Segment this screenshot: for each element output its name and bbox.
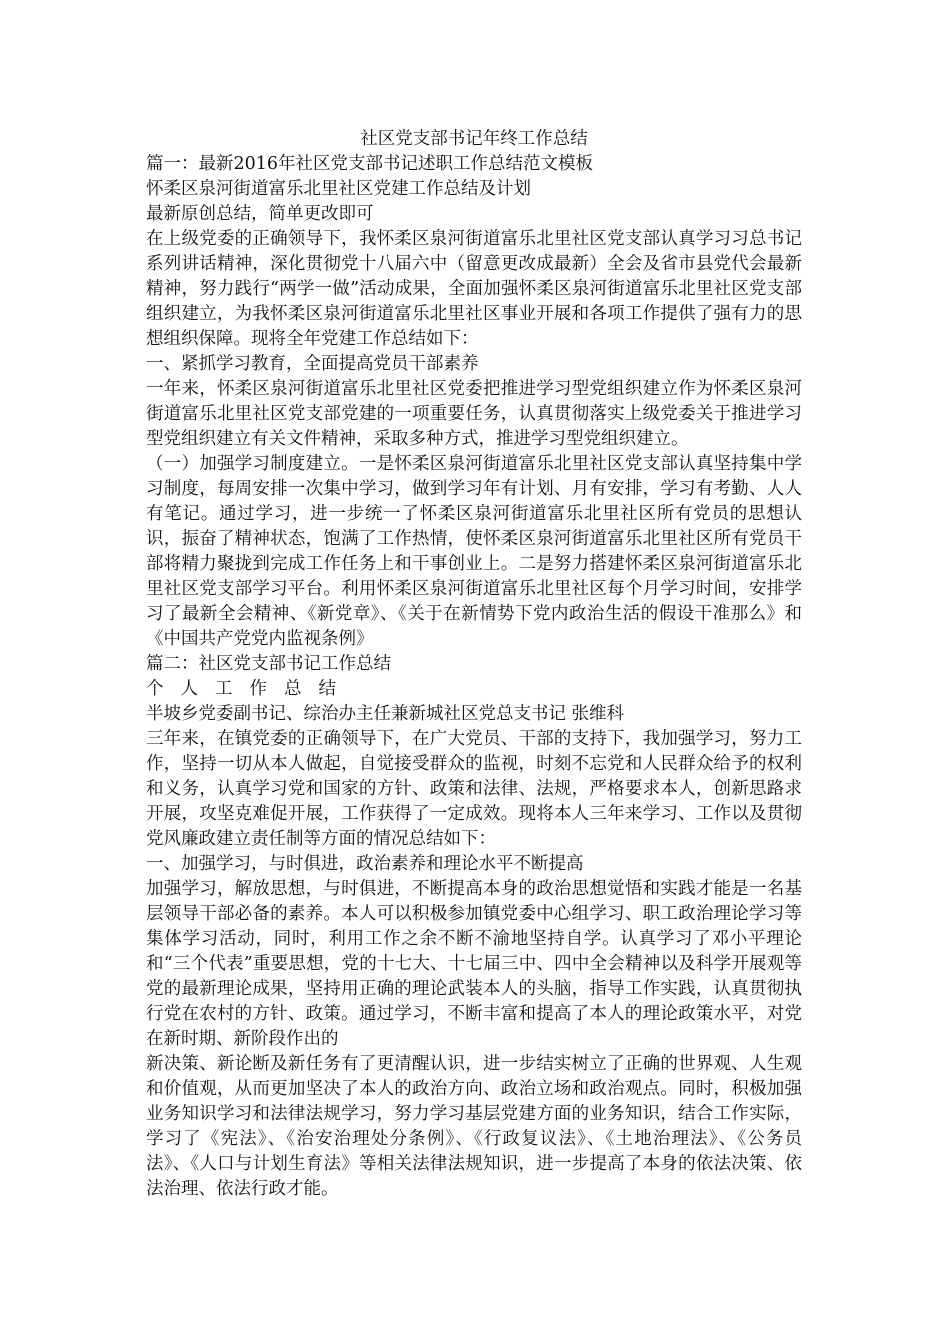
subtitle-line: 怀柔区泉河街道富乐北里社区党建工作总结及计划 — [146, 179, 531, 199]
paragraph-study-system: （一）加强学习制度建立。一是怀柔区泉河街道富乐北里社区党支部认真坚持集中学习制度，每周安排一次集中学习，做到学习年有计划、月有安排，学习有考勤、人人有笔记。通过学习，进一步统一了怀柔区泉河街道富乐北里社区所有党员的思想认识，振奋了精神状态，饱满了工作热情，使怀柔区泉河街道富乐北里社区所有党员干部将精力聚拢到完成工作任务上和干事创业上。二是努力搭建怀柔区泉河街道富乐北里社区党支部学习平台。利用怀柔区泉河街道富乐北里社区每个月学习时间，安排学习了最新全会精神、《新党章》、《关于在新情势下党内政治生活的假设干准那么》和《中国共产党党内监视条例》 — [146, 454, 802, 649]
paragraph-three-years: 三年来，在镇党委的正确领导下，在广大党员、干部的支持下，我加强学习，努力工作，坚持一切从本人做起，自觉接受群众的监视，时刻不忘党和人民群众给予的权利和义务，认真学习党和国家的方针、政策和法律、法规，严格要求本人，创新思路求开展，攻坚克难促开展，工作获得了一定成效。现将本人三年来学习、工作以及贯彻党风廉政建立责任制等方面的情况总结如下： — [146, 729, 802, 849]
document-page — [146, 127, 802, 1202]
paragraph-strengthen-study: 加强学习，解放思想，与时俱进，不断提高本身的政治思想觉悟和实践才能是一名基层领导干部必备的素养。本人可以积极参加镇党委中心组学习、职工政治理论学习等集体学习活动，同时，利用工作之余不断不渝地坚持自学。认真学习了邓小平理论和“三个代表”重要思想，党的十七大、十七届三中、四中全会精神以及科学开展观等党的最新理论成果，坚持用正确的理论武装本人的头脑，指导工作实践，认真贯彻执行党在农村的方针、政策。通过学习，不断丰富和提高了本人的理论政策水平，对党在新时期、新阶段作出的 — [146, 879, 802, 1049]
heading-strengthen-study: 一、加强学习，与时俱进，政治素养和理论水平不断提高 — [146, 854, 584, 874]
paragraph-intro: 在上级党委的正确领导下，我怀柔区泉河街道富乐北里社区党支部认真学习习总书记系列讲话精神，深化贯彻党十八届六中（留意更改成最新）全会及省市县党代会最新精神，努力践行“两学一做”活动成果，全面加强怀柔区泉河街道富乐北里社区党支部组织建立，为我怀柔区泉河街道富乐北里社区事业开展和各项工作提供了强有力的思想组织保障。现将全年党建工作总结如下： — [146, 229, 802, 349]
personal-summary-heading: 个人工作总结 — [146, 679, 353, 699]
paragraph-new-decisions: 新决策、新论断及新任务有了更清醒认识，进一步结实树立了正确的世界观、人生观和价值观，从而更加坚决了本人的政治方向、政治立场和政治观点。同时，积极加强业务知识学习和法律法规学习，努力学习基层党建方面的业务知识，结合工作实际，学习了《宪法》、《治安治理处分条例》、《行政复议法》、《土地治理法》、《公务员法》、《人口与计划生育法》等相关法律法规知识，进一步提高了本身的依法决策、依法治理、依法行政才能。 — [146, 1054, 802, 1199]
author-line: 半坡乡党委副书记、综治办主任兼新城社区党总支书记 张维科 — [146, 704, 625, 724]
document-title: 社区党支部书记年终工作总结 — [360, 129, 588, 149]
section-heading-1: 篇一：最新2016年社区党支部书记述职工作总结范文模板 — [146, 154, 594, 174]
paragraph-learning-party: 一年来，怀柔区泉河街道富乐北里社区党委把推进学习型党组织建立作为怀柔区泉河街道富乐北里社区党支部党建的一项重要任务，认真贯彻落实上级党委关于推进学习型党组织建立有关文件精神，采取多种方式，推进学习型党组织建立。 — [146, 379, 802, 449]
section-heading-2: 篇二：社区党支部书记工作总结 — [146, 654, 391, 674]
heading-study-education: 一、紧抓学习教育，全面提高党员干部素养 — [146, 354, 479, 374]
note-line: 最新原创总结，简单更改即可 — [146, 204, 374, 224]
